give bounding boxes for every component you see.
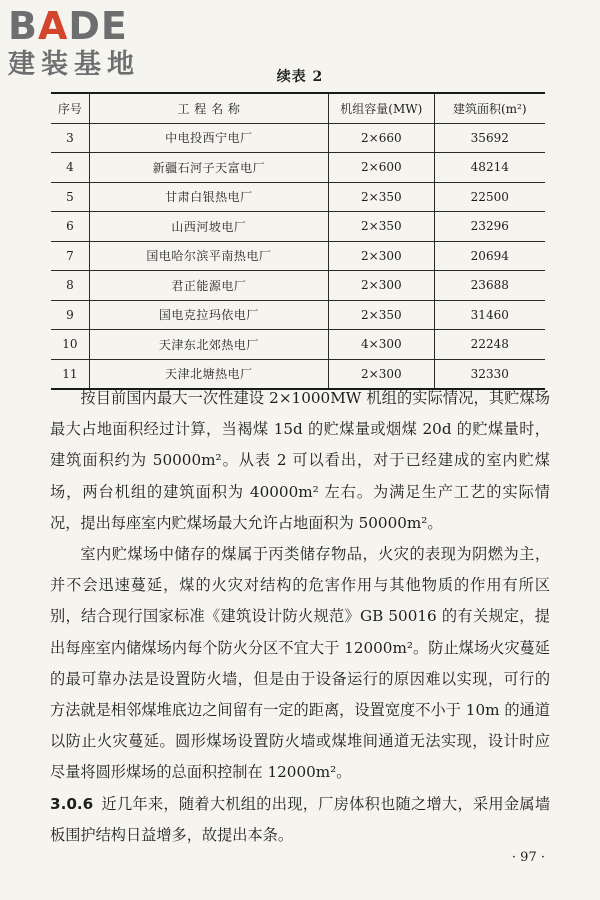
row-number: 6 bbox=[51, 212, 89, 242]
paragraph: 按目前国内最大一次性建设 2×1000MW 机组的实际情况，其贮煤场最大占地面积经过计算，当褐煤 15d 的贮煤量或烟煤 20d 的贮煤量时，建筑面积约为 50000m²。从表 2 可以看出，对于已经建成的室内贮煤场，两台机组的建筑面积为 40000m² 左右。为满足生产工艺的实际情况，提出每座室内贮煤场最大允许占地面积为 50000m²。 bbox=[50, 389, 550, 532]
table-row bbox=[51, 123, 545, 153]
power-plant-table bbox=[51, 92, 545, 390]
row-number: 5 bbox=[51, 182, 89, 212]
table-caption: 续表 2 bbox=[276, 69, 324, 85]
table-row bbox=[51, 241, 545, 271]
page-number: · 97 · bbox=[511, 850, 545, 865]
row-number: 9 bbox=[51, 300, 89, 330]
table-row bbox=[51, 212, 545, 242]
table-row bbox=[51, 153, 545, 183]
header-cell: 机组容量(MW) bbox=[329, 93, 435, 123]
project-name: 天津东北郊热电厂 bbox=[89, 330, 328, 360]
row-number: 10 bbox=[51, 330, 89, 360]
unit-capacity: 4×300 bbox=[329, 330, 435, 360]
table-row bbox=[51, 330, 545, 360]
row-number: 3 bbox=[51, 123, 89, 153]
table-header-row bbox=[51, 93, 545, 123]
project-name: 山西河坡电厂 bbox=[89, 212, 328, 242]
paragraph: 室内贮煤场中储存的煤属于丙类储存物品，火灾的表现为阴燃为主，并不会迅速蔓延，煤的火灾对结构的危害作用与其他物质的作用有所区别，结合现行国家标准《建筑设计防火规范》GB 50016 的有关规定，提出每座室内储煤场内每个防火分区不宜大于 12000m²。防止煤场火灾蔓延的最可靠办法是设置防火墙，但是由于设备运行的原因难以实现，可行的方法就是相邻煤堆底边之间留有一定的距离，设置宽度不小于 10m 的通道以防止火灾蔓延。圆形煤场设置防火墙或煤堆间通道无法实现，设计时应尽量将圆形煤场的总面积控制在 12000m²。 bbox=[50, 545, 550, 782]
header-cell: 序号 bbox=[51, 93, 89, 123]
table-row bbox=[51, 300, 545, 330]
unit-capacity: 2×350 bbox=[329, 182, 435, 212]
table-row bbox=[51, 182, 545, 212]
project-name: 中电投西宁电厂 bbox=[89, 123, 328, 153]
unit-capacity: 2×350 bbox=[329, 300, 435, 330]
section-text: 近几年来，随着大机组的出现，厂房体积也随之增大，采用金属墙板围护结构日益增多，故提出本条。 bbox=[50, 794, 550, 844]
building-area: 23688 bbox=[434, 271, 545, 301]
unit-capacity: 2×300 bbox=[329, 271, 435, 301]
section-3-0-6 bbox=[50, 789, 550, 851]
building-area: 31460 bbox=[434, 300, 545, 330]
project-name: 国电哈尔滨平南热电厂 bbox=[89, 241, 328, 271]
row-number: 4 bbox=[51, 153, 89, 183]
unit-capacity: 2×300 bbox=[329, 241, 435, 271]
logo-wordmark: BADE bbox=[8, 4, 128, 48]
building-area: 48214 bbox=[434, 153, 545, 183]
header-cell: 建筑面积(m²) bbox=[434, 93, 545, 123]
section-number: 3.0.6 bbox=[50, 794, 94, 813]
building-area: 32330 bbox=[434, 359, 545, 389]
unit-capacity: 2×350 bbox=[329, 212, 435, 242]
row-number: 8 bbox=[51, 271, 89, 301]
body-text bbox=[50, 383, 550, 851]
unit-capacity: 2×300 bbox=[329, 359, 435, 389]
project-name: 君正能源电厂 bbox=[89, 271, 328, 301]
header-cell: 工 程 名 称 bbox=[89, 93, 328, 123]
project-name: 新疆石河子天富电厂 bbox=[89, 153, 328, 183]
building-area: 20694 bbox=[434, 241, 545, 271]
table-row bbox=[51, 271, 545, 301]
building-area: 23296 bbox=[434, 212, 545, 242]
building-area: 22500 bbox=[434, 182, 545, 212]
project-name: 天津北塘热电厂 bbox=[89, 359, 328, 389]
project-name: 国电克拉玛依电厂 bbox=[89, 300, 328, 330]
logo-subtitle: 建装基地 bbox=[8, 49, 140, 80]
row-number: 11 bbox=[51, 359, 89, 389]
building-area: 22248 bbox=[434, 330, 545, 360]
row-number: 7 bbox=[51, 241, 89, 271]
unit-capacity: 2×600 bbox=[329, 153, 435, 183]
unit-capacity: 2×660 bbox=[329, 123, 435, 153]
building-area: 35692 bbox=[434, 123, 545, 153]
project-name: 甘肃白银热电厂 bbox=[89, 182, 328, 212]
